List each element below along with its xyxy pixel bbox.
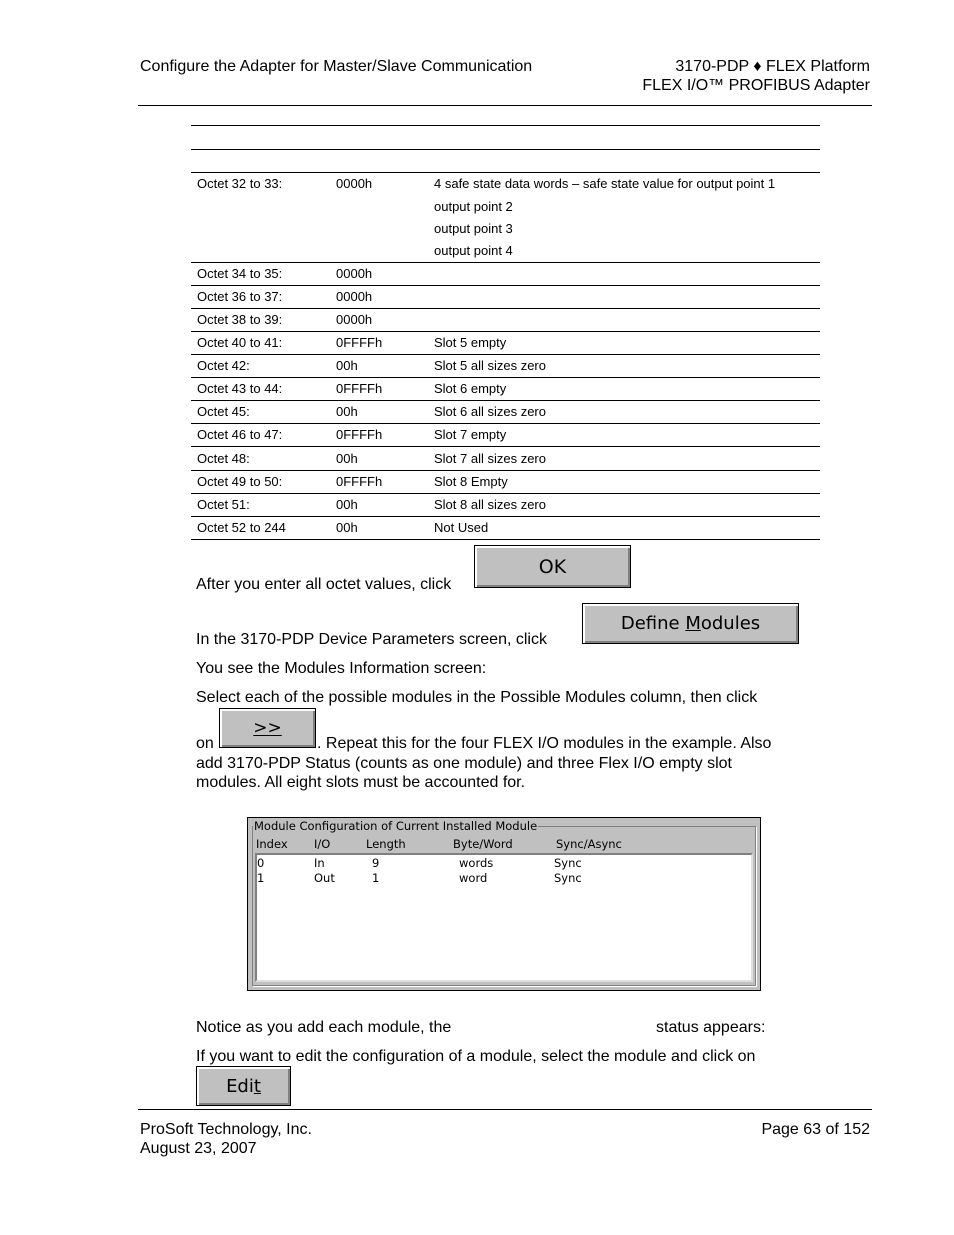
- list-cell-index: 1: [257, 871, 265, 885]
- value-cell: 0FFFFh: [336, 335, 383, 350]
- octet-cell: Octet 48:: [197, 451, 250, 466]
- para-notice-end: status appears:: [656, 1019, 766, 1036]
- octet-cell: Octet 40 to 41:: [197, 335, 283, 350]
- add-module-button[interactable]: [219, 708, 316, 748]
- table-rule-2: [191, 149, 820, 150]
- table-row: [191, 494, 820, 517]
- running-header-title: Configure the Adapter for Master/Slave Communication: [140, 58, 533, 75]
- value-cell: 0000h: [336, 266, 373, 281]
- table-row: [191, 378, 820, 401]
- octet-cell: Octet 43 to 44:: [197, 381, 283, 396]
- footer-company: ProSoft Technology, Inc.: [140, 1121, 312, 1138]
- list-cell-byte-word: word: [459, 871, 488, 885]
- define-modules-button-label: [621, 613, 760, 634]
- table-rule-top: [191, 125, 820, 126]
- header-product-line1: 3170-PDP ♦ FLEX Platform: [675, 58, 870, 75]
- column-header-byte-word: Byte/Word: [453, 837, 513, 851]
- octet-cell: Octet 52 to 244: [197, 520, 286, 535]
- desc-cell: 4 safe state data words – safe state value for output point 1: [434, 176, 776, 191]
- value-cell: 00h: [336, 451, 358, 466]
- value-cell: 0000h: [336, 312, 373, 327]
- table-row: [191, 447, 820, 471]
- desc-cell: Slot 6 empty: [434, 381, 507, 396]
- para-repeat-line3: modules. All eight slots must be accounted for.: [196, 774, 526, 791]
- desc-cell: Slot 5 empty: [434, 335, 507, 350]
- ok-button-label: OK: [538, 555, 567, 578]
- edit-label-pre: Edi: [226, 1075, 254, 1097]
- para-on: on: [196, 735, 214, 752]
- desc-cell: Slot 6 all sizes zero: [434, 404, 546, 419]
- column-header-sync-async: Sync/Async: [556, 837, 622, 851]
- octet-cell: Octet 51:: [197, 497, 250, 512]
- define-modules-label-mnemonic: M: [685, 613, 701, 634]
- table-row: [191, 471, 820, 494]
- octet-cell: Octet 45:: [197, 404, 250, 419]
- value-cell: 0FFFFh: [336, 427, 383, 442]
- table-row: [191, 517, 820, 540]
- desc-cell: Slot 7 all sizes zero: [434, 451, 546, 466]
- table-row: [191, 172, 820, 263]
- ok-button[interactable]: [474, 545, 631, 588]
- para-modules-info: You see the Modules Information screen:: [196, 660, 487, 677]
- table-row: [191, 355, 820, 378]
- list-cell-io: In: [314, 856, 325, 870]
- edit-label-mnemonic: t: [253, 1075, 261, 1097]
- footer-rule: [138, 1109, 872, 1110]
- table-row: [191, 424, 820, 447]
- value-cell: 0000h: [336, 289, 373, 304]
- octet-cell: Octet 46 to 47:: [197, 427, 283, 442]
- desc-cell: Not Used: [434, 520, 489, 535]
- desc-cell: Slot 7 empty: [434, 427, 507, 442]
- octet-cell: Octet 32 to 33:: [197, 176, 283, 191]
- table-row: [191, 263, 820, 286]
- octet-cell: Octet 36 to 37:: [197, 289, 283, 304]
- para-select-each: Select each of the possible modules in the Possible Modules column, then click: [196, 689, 758, 706]
- list-cell-length: 9: [372, 856, 380, 870]
- table-row: [191, 309, 820, 332]
- list-cell-byte-word: words: [459, 856, 494, 870]
- list-cell-sync-async: Sync: [554, 856, 582, 870]
- installed-modules-list[interactable]: [255, 853, 753, 982]
- value-cell: 0000h: [336, 176, 373, 191]
- edit-button[interactable]: [196, 1066, 291, 1106]
- octet-cell: Octet 49 to 50:: [197, 474, 283, 489]
- list-cell-index: 0: [257, 856, 265, 870]
- table-row: [191, 332, 820, 355]
- para-edit: If you want to edit the configuration of a module, select the module and click on: [196, 1048, 756, 1065]
- module-configuration-panel: [247, 817, 761, 991]
- desc-cell: Slot 5 all sizes zero: [434, 358, 546, 373]
- list-item[interactable]: [257, 856, 751, 870]
- list-item[interactable]: [257, 871, 751, 885]
- desc-cell: Slot 8 Empty: [434, 474, 508, 489]
- running-header-product: [642, 57, 870, 95]
- desc-cell: output point 3: [434, 221, 513, 236]
- column-header-index: Index: [256, 837, 288, 851]
- define-modules-label-pre: Define: [620, 613, 686, 634]
- para-repeat-line2: add 3170-PDP Status (counts as one module) and three Flex I/O empty slot: [196, 755, 732, 772]
- module-configuration-title: Module Configuration of Current Installed Module: [254, 819, 538, 833]
- header-rule: [138, 105, 872, 106]
- column-header-length: Length: [366, 837, 406, 851]
- list-cell-sync-async: Sync: [554, 871, 582, 885]
- define-modules-button[interactable]: [582, 603, 799, 644]
- para-device-params: In the 3170-PDP Device Parameters screen, click: [196, 631, 547, 648]
- value-cell: 0FFFFh: [336, 474, 383, 489]
- para-repeat-line1: . Repeat this for the four FLEX I/O modules in the example. Also: [317, 735, 772, 752]
- para-enter-octets: After you enter all octet values, click: [196, 576, 452, 593]
- value-cell: 00h: [336, 358, 358, 373]
- list-cell-length: 1: [372, 871, 380, 885]
- desc-cell: Slot 8 all sizes zero: [434, 497, 546, 512]
- footer-page-number: Page 63 of 152: [761, 1121, 870, 1138]
- header-product-line2: FLEX I/O™ PROFIBUS Adapter: [642, 77, 870, 94]
- desc-cell: output point 2: [434, 199, 513, 214]
- table-row: [191, 286, 820, 309]
- para-notice-start: Notice as you add each module, the: [196, 1019, 452, 1036]
- value-cell: 00h: [336, 404, 358, 419]
- column-header-io: I/O: [314, 837, 331, 851]
- define-modules-label-post: odules: [700, 613, 761, 634]
- value-cell: 0FFFFh: [336, 381, 383, 396]
- octet-cell: Octet 38 to 39:: [197, 312, 283, 327]
- table-row: [191, 401, 820, 424]
- value-cell: 00h: [336, 497, 358, 512]
- footer-date: August 23, 2007: [140, 1140, 257, 1157]
- desc-cell: output point 4: [434, 243, 513, 258]
- octet-cell: Octet 42:: [197, 358, 250, 373]
- edit-button-label: [226, 1076, 261, 1097]
- list-cell-io: Out: [314, 871, 335, 885]
- add-module-button-label: >>: [253, 718, 282, 738]
- value-cell: 00h: [336, 520, 358, 535]
- octet-cell: Octet 34 to 35:: [197, 266, 283, 281]
